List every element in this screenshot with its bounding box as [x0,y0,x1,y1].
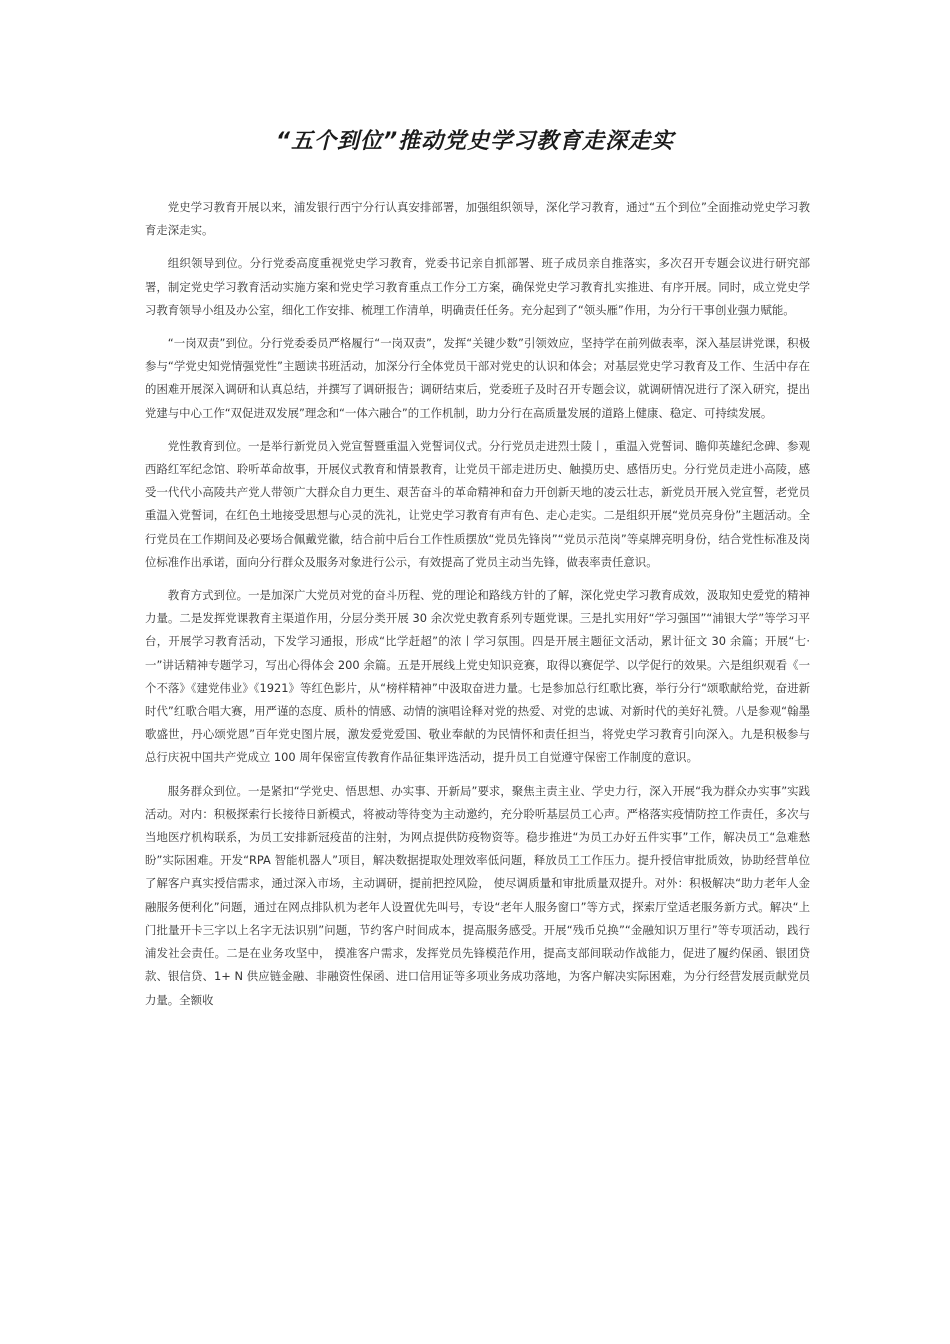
document-title: “五个到位”推动党史学习教育走深走实 [275,129,675,154]
paragraph-education-methods: 教育方式到位。一是加深广大党员对党的奋斗历程、党的理论和路线方针的了解，深化党史学习教育成效，汲取知史爱党的精神力量。二是发挥党课教育主渠道作用，分层分类开展 30 余次党史教育系列专题党课。三是扎实用好“学习强国”“浦银大学”等学习平台，开展学习教育活动，下发学习通报，形成“比学赶超”的浓⼁学习氛围。四是开展主题征文活动，累计征文 30 余篇；开展“七·一”讲话精神专题学习，写出心得体会 200 余篇。五是开展线上党史知识竞赛，取得以赛促学、以学促行的效果。六是组织观看《一个不落》《建党伟业》《1921》等红色影片，从“榜样精神”中汲取奋进力量。七是参加总行红歌比赛，举行分行“颂歌献给党，奋进新时代”红歌合唱大赛，用严谨的态度、质朴的情感、动情的演唱诠释对党的热爱、对党的忠诚、对新时代的美好礼赞。八是参观“翰墨歌盛世，丹心颂党恩”百年党史图片展，激发爱党爱国、敬业奉献的为民情怀和责任担当，将党史学习教育引向深入。九是积极参与总行庆祝中国共产党成立 100 周年保密宣传教育作品征集评选活动，提升员工自觉遵守保密工作制度的意识。 [145,588,810,765]
paragraph-serving-the-masses: 服务群众到位。一是紧扣“学党史、悟思想、办实事、开新局”要求，聚焦主责主业、学史力行，深入开展“我为群众办实事”实践活动。对内：积极探索行长接待日新模式，将被动等待变为主动邀约，充分聆听基层员工心声。严格落实疫情防控工作责任，多次与当地医疗机构联系，为员工安排新冠疫苗的注射，为网点提供防疫物资等。稳步推进“为员工办好五件实事”工作，解决员工“急难愁盼”实际困难。开发“RPA 智能机器人”项目，解决数据提取处理效率低问题，释放员工工作压力。提升授信审批质效，协助经营单位了解客户真实授信需求，通过深入市场，主动调研，提前把控风险， 使尽调质量和审批质量双提升。对外：积极解决“助力老年人金融服务便利化”问题，通过在网点排队机为老年人设置优先叫号，专设“老年人服务窗口”等方式，探索厅堂适老服务新方式。解决“上门批量开卡三字以上名字无法识别”问题，节约客户时间成本，提高服务感受。开展“残币兑换”“金融知识万里行”等专项活动，践行浦发社会责任。二是在业务攻坚中， 摸准客户需求，发挥党员先锋模范作用，提高支部间联动作战能力，促进了履约保函、银团贷款、银信贷、1+ N 供应链金融、非融资性保函、进口信用证等多项业务成功落地，为客户解决实际困难，为分行经营发展贡献党员力量。全额收 [145,783,810,1007]
paragraph-party-spirit-education: 党性教育到位。一是举行新党员入党宣誓暨重温入党誓词仪式。分行党员走进烈士陵⼁，重温入党誓词、瞻仰英雄纪念碑、参观西路红军纪念馆、聆听革命故事，开展仪式教育和情景教育，让党员干部走进历史、触摸历史、感悟历史。分行党员走进小高陵，感受一代代小高陵共产党人带领广大群众自力更生、艰苦奋斗的革命精神和奋力开创新天地的凌云壮志，新党员开展入党宣誓，老党员重温入党誓词，在红色土地接受思想与心灵的洗礼，让党史学习教育有声有色、走心走实。二是组织开展“党员亮身份”主题活动。全行党员在工作期间及必要场合佩戴党徽，结合前中后台工作性质摆放“党员先锋岗”“党员示范岗”等桌牌亮明身份，结合党性标准及岗位标准作出承诺，面向分行群众及服务对象进行公示，有效提高了党员主动当先锋，做表率责任意识。 [145,438,810,569]
paragraph-dual-responsibility: “一岗双责”到位。分行党委委员严格履行“一岗双责”，发挥“关键少数”引领效应，坚持学在前列做表率，深入基层讲党课，积极参与“学党史知党情强党性”主题读书班活动，加深分行全体党员干部对党史的认识和体会；对基层党史学习教育及工作、生活中存在的困难开展深入调研和认真总结，并撰写了调研报告；调研结束后，党委班子及时召开专题会议，就调研情况进行了深入研究，提出党建与中心工作“双促进双发展”理念和“一体六融合”的工作机制，助力分行在高质量发展的道路上健康、稳定、可持续发展。 [145,336,810,420]
paragraph-organization-leadership: 组织领导到位。分行党委高度重视党史学习教育，党委书记亲自抓部署、班子成员亲自推落实，多次召开专题会议进行研究部署，制定党史学习教育活动实施方案和党史学习教育重点工作分工方案，确保党史学习教育扎实推进、有序开展。同时，成立党史学习教育领导小组及办公室，细化工作安排、梳理工作清单，明确责任任务。充分起到了“领头雁”作用，为分行干事创业强力赋能。 [145,256,810,317]
paragraph-intro: 党史学习教育开展以来，浦发银行西宁分行认真安排部署，加强组织领导，深化学习教育，通过“五个到位”全面推动党史学习教育走深走实。 [145,200,810,238]
document-body [145,196,810,1022]
